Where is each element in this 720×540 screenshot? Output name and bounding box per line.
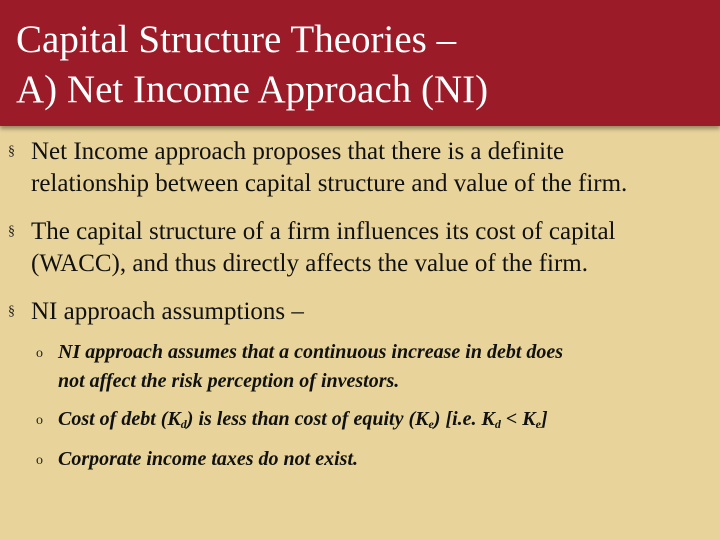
formula-part: Cost of debt (K xyxy=(58,408,181,430)
bullet-text-line: Net Income approach proposes that there is a definite xyxy=(31,138,565,165)
sub-bullet-text-line: NI approach assumes that a continuous increase in debt does xyxy=(58,341,564,363)
bullet-text-line: (WACC), and thus directly affects the value of the firm. xyxy=(31,250,589,277)
formula-subscript: d xyxy=(494,417,501,431)
formula-part: ) is less than cost of equity (K xyxy=(186,408,429,430)
square-bullet-icon: § xyxy=(8,144,15,159)
square-bullet-icon: § xyxy=(8,224,15,239)
sub-bullet-text-line xyxy=(58,405,548,439)
formula-subscript: e xyxy=(428,417,434,431)
sub-bullet-text-line: not affect the risk perception of investors. xyxy=(58,370,400,392)
formula-subscript: e xyxy=(535,417,541,431)
bullet-text-line: NI approach assumptions – xyxy=(31,298,304,325)
title-bar xyxy=(0,0,720,126)
slide-title-line-1: Capital Structure Theories – xyxy=(16,18,457,61)
formula-part: ] xyxy=(540,408,548,430)
bullet-text-line: relationship between capital structure and value of the firm. xyxy=(31,170,628,197)
circle-bullet-icon: o xyxy=(36,453,43,468)
bullet-text-line: The capital structure of a firm influences its cost of capital xyxy=(31,218,616,245)
square-bullet-icon: § xyxy=(8,304,15,319)
formula-part: ) [i.e. K xyxy=(433,408,495,430)
slide-title-line-2: A) Net Income Approach (NI) xyxy=(16,68,489,111)
circle-bullet-icon: o xyxy=(36,346,43,361)
formula-subscript: d xyxy=(180,417,187,431)
formula-part: < K xyxy=(500,408,536,430)
sub-bullet-text-line: Corporate income taxes do not exist. xyxy=(58,448,358,470)
circle-bullet-icon: o xyxy=(36,413,43,428)
